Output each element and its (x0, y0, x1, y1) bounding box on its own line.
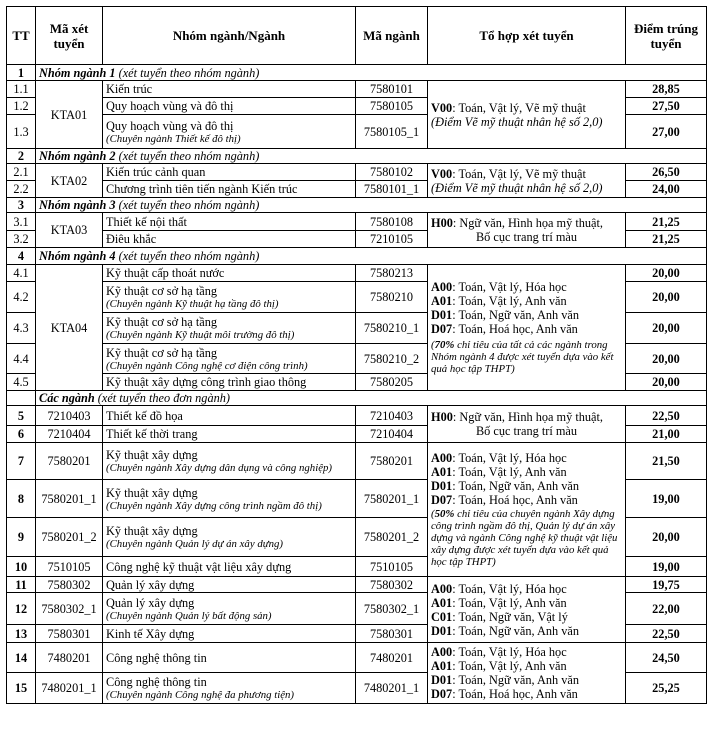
combo-subjects: : Toán, Vật lý, Hóa học (452, 581, 567, 596)
combo-subjects: : Toán, Vật lý, Anh văn (452, 659, 567, 673)
major-name: Kỹ thuật cấp thoát nước (103, 265, 356, 282)
col-header-ma-nganh: Mã ngành (356, 7, 428, 65)
major-code: 7210404 (356, 426, 428, 443)
combo-code: A01 (431, 294, 453, 308)
header-row (7, 7, 707, 65)
major-code: 7480201 (356, 643, 428, 673)
ma-xet-tuyen: 7480201 (36, 643, 103, 673)
ma-xet-tuyen: 7580302 (36, 577, 103, 593)
combo-line2: Bố cục trang trí màu (475, 424, 578, 438)
combo-code: H00 (431, 216, 453, 230)
major-name-cell (103, 344, 356, 374)
row-tt: 11 (7, 577, 36, 593)
score: 22,50 (626, 406, 707, 426)
combo-code: D07 (431, 322, 453, 336)
group-title-cell (36, 391, 707, 406)
major-name: Thiết kế thời trang (103, 426, 356, 443)
major-name: Kỹ thuật xây dựng (106, 448, 198, 462)
row-tt: 15 (7, 673, 36, 704)
major-code: 7580210_1 (356, 313, 428, 344)
combo-note-percent: 50% (434, 508, 455, 520)
combo-code: V00 (431, 100, 453, 115)
row-tt: 4.2 (7, 282, 36, 313)
major-sub: (Chuyên ngành Thiết kế đô thị) (106, 132, 241, 145)
group-tt: 3 (7, 198, 36, 213)
major-name-cell (103, 593, 356, 625)
major-sub: (Chuyên ngành Công nghệ đa phương tiện) (106, 689, 294, 701)
combo-subjects: : Toán, Vật lý, Anh văn (452, 465, 567, 479)
major-code: 7580201_1 (356, 480, 428, 518)
row-tt: 5 (7, 406, 36, 426)
major-code: 7480201_1 (356, 673, 428, 704)
score: 20,00 (626, 518, 707, 557)
row-tt: 4.5 (7, 374, 36, 391)
ma-xet-tuyen: KTA02 (36, 164, 103, 198)
major-name: Kỹ thuật xây dựng công trình giao thông (103, 374, 356, 391)
row-tt: 6 (7, 426, 36, 443)
group-note: (xét tuyển theo nhóm ngành) (115, 65, 260, 80)
row-tt: 2.2 (7, 181, 36, 198)
major-sub: (Chuyên ngành Quản lý dự án xây dựng) (106, 538, 283, 550)
row-tt: 3.1 (7, 213, 36, 231)
major-name: Kỹ thuật xây dựng (106, 485, 198, 500)
major-sub: (Chuyên ngành Quản lý bất động sản) (106, 609, 272, 622)
col-header-diem: Điểm trúng tuyển (626, 7, 707, 65)
major-code: 7210105 (356, 231, 428, 248)
major-sub: (Chuyên ngành Kỹ thuật môi trường đô thị) (106, 329, 295, 341)
combo-note-text: chỉ tiêu của chuyên ngành Xây dựng công trình ngầm đô thị, Quản lý dự án xây dựng và ngành Công nghệ kỹ thuật vật liệu xây dựng được xét tuyển dựa vào kết quả học tập THPT) (431, 508, 618, 568)
major-name: Kiến trúc (103, 81, 356, 98)
row-tt: 12 (7, 593, 36, 625)
major-code: 7580210 (356, 282, 428, 313)
major-name-cell (103, 673, 356, 704)
group-title-cell (36, 248, 707, 265)
group-title-cell (36, 65, 707, 81)
combo-code: H00 (431, 410, 453, 424)
col-header-to-hop: Tổ hợp xét tuyển (428, 7, 626, 65)
combo-code: A00 (431, 581, 453, 596)
table-row (7, 81, 707, 98)
combo-code: D07 (431, 493, 453, 507)
ma-xet-tuyen: 7210403 (36, 406, 103, 426)
combo-cell (428, 443, 626, 577)
ma-xet-tuyen: 7580201_2 (36, 518, 103, 557)
major-code: 7210403 (356, 406, 428, 426)
major-code: 7580101_1 (356, 181, 428, 198)
combo-subjects: : Toán, Vật lý, Hóa học (452, 451, 567, 465)
major-sub: (Chuyên ngành Kỹ thuật hạ tầng đô thị) (106, 298, 279, 310)
major-name-cell (103, 282, 356, 313)
ma-xet-tuyen: 7580302_1 (36, 593, 103, 625)
combo-note: (70% chỉ tiêu của tất cả các ngành trong Nhóm ngành 4 được xét tuyển dựa vào kết quả học tập THPT) (431, 339, 614, 375)
major-name: Kỹ thuật cơ sở hạ tầng (106, 284, 218, 298)
combo-code: C01 (431, 609, 453, 624)
score: 21,50 (626, 443, 707, 480)
score: 21,25 (626, 213, 707, 231)
major-name: Công nghệ kỹ thuật vật liệu xây dựng (103, 557, 356, 577)
row-tt: 1.3 (7, 115, 36, 149)
ma-xet-tuyen: 7510105 (36, 557, 103, 577)
row-tt: 1.1 (7, 81, 36, 98)
major-name-cell (103, 518, 356, 557)
score: 22,00 (626, 593, 707, 625)
group-note: (xét tuyển theo nhóm ngành) (115, 149, 260, 163)
group-title-cell (36, 198, 707, 213)
major-code: 7580108 (356, 213, 428, 231)
score: 20,00 (626, 265, 707, 282)
score: 26,50 (626, 164, 707, 181)
table-row (7, 164, 707, 181)
row-tt: 14 (7, 643, 36, 673)
combo-subjects: : Toán, Vật lý, Anh văn (452, 595, 567, 610)
group-row (7, 65, 707, 81)
group-title: Nhóm ngành 1 (39, 65, 116, 80)
combo-subjects: : Toán, Vật lý, Anh văn (452, 294, 567, 308)
combo-code: D01 (431, 673, 453, 687)
score: 24,00 (626, 181, 707, 198)
major-name: Kỹ thuật cơ sở hạ tầng (106, 345, 218, 360)
major-code: 7580301 (356, 625, 428, 643)
major-name: Quy hoạch vùng và đô thị (106, 118, 234, 133)
combo-subjects: : Toán, Vật lý, Vẽ mỹ thuật (452, 166, 586, 181)
combo-cell (428, 577, 626, 643)
group-title-cell (36, 149, 707, 164)
row-tt: 4.4 (7, 344, 36, 374)
group-tt: 1 (7, 65, 36, 81)
group-title: Nhóm ngành 2 (39, 149, 116, 163)
combo-subjects: : Toán, Ngữ văn, Anh văn (452, 673, 580, 687)
score: 19,75 (626, 577, 707, 593)
group-title: Nhóm ngành 4 (39, 249, 116, 263)
col-header-ma-xet-tuyen: Mã xét tuyển (36, 7, 103, 65)
major-code: 7580201 (356, 443, 428, 480)
ma-xet-tuyen: KTA01 (36, 81, 103, 149)
major-code: 7580101 (356, 81, 428, 98)
score: 19,00 (626, 480, 707, 518)
combo-note: (50% chỉ tiêu của chuyên ngành Xây dựng công trình ngầm đô thị, Quản lý dự án xây dựng và ngành Công nghệ kỹ thuật vật liệu xây dựng được xét tuyển dựa vào kết quả học tập THPT) (431, 508, 618, 568)
major-name: Công nghệ thông tin (103, 643, 356, 673)
combo-subjects: : Toán, Ngữ văn, Anh văn (452, 308, 580, 322)
major-code: 7580205 (356, 374, 428, 391)
ma-xet-tuyen: 7210404 (36, 426, 103, 443)
combo-code: A00 (431, 451, 453, 465)
major-name: Quản lý xây dựng (106, 595, 195, 610)
combo-subjects: : Toán, Hoá học, Anh văn (452, 687, 578, 701)
combo-note: (Điểm Vẽ mỹ thuật nhân hệ số 2,0) (431, 180, 603, 195)
combo-note: (Điểm Vẽ mỹ thuật nhân hệ số 2,0) (431, 114, 603, 129)
row-tt: 10 (7, 557, 36, 577)
group-title: Các ngành (39, 391, 95, 405)
major-name-cell (103, 115, 356, 149)
combo-cell (428, 643, 626, 704)
score: 25,25 (626, 673, 707, 704)
row-tt: 3.2 (7, 231, 36, 248)
table-row (7, 443, 707, 480)
row-tt: 4.3 (7, 313, 36, 344)
score: 20,00 (626, 344, 707, 374)
combo-code: A00 (431, 645, 453, 659)
combo-cell (428, 164, 626, 198)
admission-table (6, 6, 707, 704)
major-name-cell (103, 313, 356, 344)
combo-code: V00 (431, 166, 453, 181)
major-code: 7580210_2 (356, 344, 428, 374)
group-tt (7, 391, 36, 406)
combo-code: A01 (431, 659, 453, 673)
major-code: 7510105 (356, 557, 428, 577)
major-sub: (Chuyên ngành Công nghệ cơ điện công trình) (106, 359, 308, 372)
score: 27,50 (626, 98, 707, 115)
combo-subjects: : Toán, Ngữ văn, Anh văn (452, 479, 580, 493)
combo-subjects: : Toán, Vật lý, Hóa học (452, 280, 567, 294)
col-header-nhom-nganh: Nhóm ngành/Ngành (103, 7, 356, 65)
major-code: 7580302 (356, 577, 428, 593)
ma-xet-tuyen: 7580301 (36, 625, 103, 643)
ma-xet-tuyen: 7580201_1 (36, 480, 103, 518)
major-name: Kỹ thuật xây dựng (106, 524, 198, 538)
table-row (7, 577, 707, 593)
row-tt: 4.1 (7, 265, 36, 282)
score: 21,25 (626, 231, 707, 248)
row-tt: 13 (7, 625, 36, 643)
combo-cell (428, 213, 626, 248)
score: 19,00 (626, 557, 707, 577)
combo-code: A00 (431, 280, 453, 294)
table-row (7, 265, 707, 282)
combo-subjects: : Toán, Vật lý, Vẽ mỹ thuật (452, 100, 586, 115)
major-name: Kiến trúc cảnh quan (103, 164, 356, 181)
major-name: Quản lý xây dựng (103, 577, 356, 593)
combo-code: D07 (431, 687, 453, 701)
ma-xet-tuyen: KTA03 (36, 213, 103, 248)
combo-subjects: : Ngữ văn, Hình họa mỹ thuật, (452, 216, 603, 230)
major-code: 7580102 (356, 164, 428, 181)
major-name: Quy hoạch vùng và đô thị (103, 98, 356, 115)
combo-subjects: : Ngữ văn, Hình họa mỹ thuật, (452, 410, 603, 424)
combo-subjects: : Toán, Ngữ văn, Anh văn (452, 623, 580, 638)
major-code: 7580302_1 (356, 593, 428, 625)
major-name: Kinh tế Xây dựng (103, 625, 356, 643)
score: 20,00 (626, 313, 707, 344)
ma-xet-tuyen: 7480201_1 (36, 673, 103, 704)
major-name: Kỹ thuật cơ sở hạ tầng (106, 315, 218, 329)
table-row (7, 406, 707, 426)
major-name: Chương trình tiên tiến ngành Kiến trúc (103, 181, 356, 198)
group-row (7, 391, 707, 406)
major-name-cell (103, 480, 356, 518)
combo-subjects: : Toán, Hoá học, Anh văn (452, 322, 578, 336)
major-name: Thiết kế nội thất (103, 213, 356, 231)
col-header-tt: TT (7, 7, 36, 65)
ma-xet-tuyen: 7580201 (36, 443, 103, 480)
group-row (7, 248, 707, 265)
ma-xet-tuyen: KTA04 (36, 265, 103, 391)
score: 20,00 (626, 282, 707, 313)
major-sub: (Chuyên ngành Xây dựng công trình ngầm đô thị) (106, 499, 322, 512)
group-note: (xét tuyển theo đơn ngành) (94, 391, 230, 405)
group-tt: 4 (7, 248, 36, 265)
group-title: Nhóm ngành 3 (39, 198, 116, 212)
group-note: (xét tuyển theo nhóm ngành) (115, 249, 260, 263)
score: 22,50 (626, 625, 707, 643)
combo-cell (428, 406, 626, 443)
row-tt: 1.2 (7, 98, 36, 115)
group-row (7, 198, 707, 213)
group-tt: 2 (7, 149, 36, 164)
combo-line2: Bố cục trang trí màu (475, 230, 578, 244)
major-name: Điêu khắc (103, 231, 356, 248)
combo-note-percent: 70% (434, 339, 455, 351)
major-sub: (Chuyên ngành Xây dựng dân dụng và công nghiệp) (106, 462, 332, 474)
row-tt: 9 (7, 518, 36, 557)
combo-cell (428, 265, 626, 391)
group-note: (xét tuyển theo nhóm ngành) (115, 198, 260, 212)
major-code: 7580201_2 (356, 518, 428, 557)
combo-subjects: : Toán, Vật lý, Hóa học (452, 645, 567, 659)
combo-subjects: : Toán, Ngữ văn, Vật lý (452, 609, 568, 624)
row-tt: 2.1 (7, 164, 36, 181)
major-code: 7580213 (356, 265, 428, 282)
score: 20,00 (626, 374, 707, 391)
combo-code: D01 (431, 308, 453, 322)
table-row (7, 213, 707, 231)
row-tt: 7 (7, 443, 36, 480)
major-name: Thiết kế đồ họa (103, 406, 356, 426)
major-name-cell (103, 443, 356, 480)
group-row (7, 149, 707, 164)
major-code: 7580105_1 (356, 115, 428, 149)
combo-note-text: chỉ tiêu của tất cả các ngành trong Nhóm ngành 4 được xét tuyển dựa vào kết quả học tập THPT) (431, 339, 614, 375)
combo-code: D01 (431, 623, 453, 638)
score: 27,00 (626, 115, 707, 149)
combo-cell (428, 81, 626, 149)
table-row (7, 643, 707, 673)
major-name: Công nghệ thông tin (106, 675, 207, 689)
score: 28,85 (626, 81, 707, 98)
combo-code: A01 (431, 595, 453, 610)
row-tt: 8 (7, 480, 36, 518)
combo-code: D01 (431, 479, 453, 493)
major-code: 7580105 (356, 98, 428, 115)
combo-subjects: : Toán, Hoá học, Anh văn (452, 493, 578, 507)
score: 21,00 (626, 426, 707, 443)
score: 24,50 (626, 643, 707, 673)
combo-code: A01 (431, 465, 453, 479)
